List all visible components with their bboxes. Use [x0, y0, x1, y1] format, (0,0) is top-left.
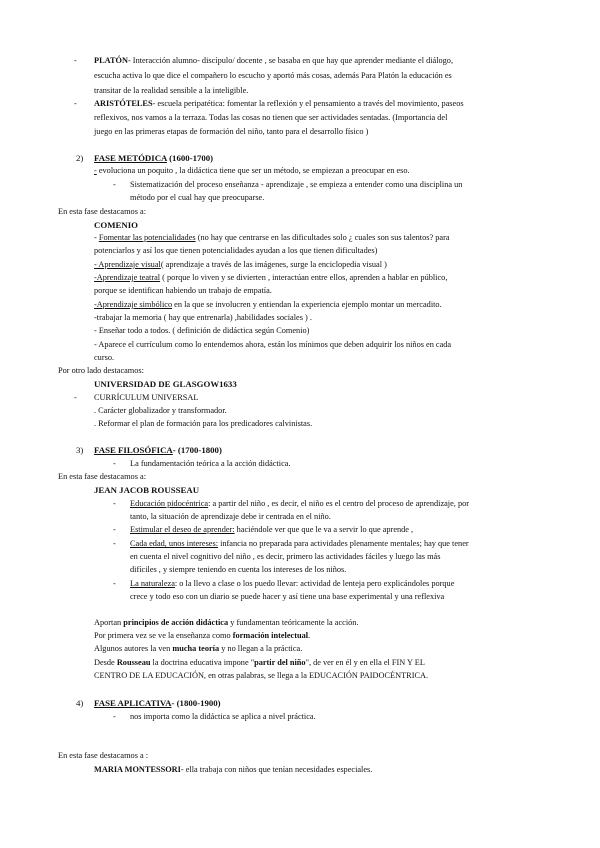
author-name-montessori: MARIA MONTESSORI: [94, 765, 181, 774]
fase-intro: En esta fase destacamos a :: [58, 751, 149, 760]
metodica-text: evoluciona un poquito , la didáctica tiene que ser un método, se empiezan a preocupar en eso.: [96, 166, 410, 175]
platon-text: - Interacción alumno- discípulo/ docente , se basaba en que hay que aprender mediante el diálogo,: [127, 56, 454, 65]
section-heading-fase-aplicativa: [94, 697, 221, 709]
filosofica-para-2: Por primera vez se ve la enseñanza como formación intelectual.: [94, 631, 311, 640]
underlined-term: - Aprendizaje visual: [94, 260, 161, 269]
metodica-bullet-line-1: Sistematización del proceso enseñanza - aprendizaje , se empieza a entender como una disciplina un: [130, 180, 463, 189]
bullet-dash: -: [113, 539, 116, 548]
rousseau-item-1-line-2: tanto, la situación de aprendizaje debe ir centrada en el niño.: [130, 512, 331, 521]
comenio-item-3-line-2: porque se identifican habiendo un trabajo de empatía.: [94, 286, 272, 295]
dash: -: [94, 166, 97, 175]
comenio-item-5: -trabajar la memoria ( hay que entrenarla) ,habilidades sociales ) .: [94, 313, 312, 322]
author-heading-comenio: COMENIO: [94, 220, 138, 230]
glasgow-item-1: CURRÍCULUM UNIVERSAL: [94, 393, 199, 402]
platon-paragraph-line-3: transitar de la realidad sensible a la inteligible.: [94, 86, 249, 95]
filosofica-para-3: Algunos autores la ven mucha teoría y no llegan a la práctica.: [94, 644, 303, 653]
bold-term: Rousseau: [116, 658, 151, 667]
rousseau-item-1-line-1: Educación pidocéntrica: a partir del niño , es decir, el niño es el centro del proceso de aprendizaje, por: [130, 499, 470, 508]
fase-intro: En esta fase destacamos a:: [58, 472, 147, 481]
aristoteles-paragraph-line-1: [94, 98, 464, 110]
bullet-dash: -: [74, 393, 77, 402]
bold-term: principios de acción didáctica: [123, 618, 229, 627]
bullet-dash: -: [113, 180, 116, 189]
bold-term: formación intelectual: [232, 631, 309, 640]
rousseau-item-4-line-2: crece y todo eso con un diario se puede hacer y así tiene una base experimental y una reflexiva: [130, 592, 445, 601]
section-number: 2): [76, 153, 84, 163]
section-title: FASE METÓDICA: [94, 153, 167, 163]
aplicativa-bullet-1: nos importa como la didáctica se aplica a nivel práctica.: [130, 712, 316, 721]
underlined-term: -Aprendizaje teatral: [94, 273, 161, 282]
filosofica-para-1: Aportan principios de acción didáctica y fundamentan teóricamente la acción.: [94, 618, 359, 627]
section-heading-fase-metodica: [94, 152, 213, 164]
glasgow-item-2: . Carácter globalizador y transformador.: [94, 406, 227, 415]
aristoteles-paragraph-line-2: reflexivos, nos vamos a la terraza. Todas las cosas no tienen que ser actividades sentadas. (Importancia del: [94, 113, 448, 122]
author-heading-rousseau: JEAN JACOB ROUSSEAU: [94, 485, 200, 495]
metodica-line-1: [94, 165, 410, 177]
platon-paragraph-line-2: escucha activa lo que dice el compañero lo escucho y aportó más cosas, además Para Platón la educación es: [94, 71, 452, 80]
filosofica-bullet-1: La fundamentación teórica a la acción didáctica.: [130, 459, 291, 468]
montessori-line: MARIA MONTESSORI- ella trabaja con niños que tenían necesidades especiales.: [94, 765, 373, 774]
author-heading-glasgow: UNIVERSIDAD DE GLASGOW1633: [94, 379, 237, 389]
comenio-item-7-line-2: curso.: [94, 353, 115, 362]
comenio-item-6: - Enseñar todo a todos. ( definición de didáctica según Comenio): [94, 326, 310, 335]
underlined-term: Fomentar las potencialidades: [98, 233, 196, 242]
comenio-item-4: -Aprendizaje simbólico en la que se involucren y entiendan la experiencia ejemplo montar un mercadito.: [94, 300, 442, 309]
section-title: FASE FILOSÓFICA: [94, 445, 173, 455]
bullet-dash: -: [113, 579, 116, 588]
fase-intro: En esta fase destacamos a:: [58, 207, 147, 216]
section-heading-fase-filosofica: [94, 444, 222, 456]
underlined-term: Educación pidocéntrica: [130, 499, 209, 508]
comenio-item-1-line-1: - Fomentar las potencialidades (no hay que centrarse en las dificultades solo ¿ cuales son sus talentos? para: [94, 233, 450, 242]
aristoteles-text: - escuela peripatética: fomentar la reflexión y el pensamiento a través del movimiento, paseos: [152, 99, 464, 108]
rousseau-item-2: Estimular el deseo de aprender: haciéndole ver que que le va a servir lo que aprende ,: [130, 525, 414, 534]
aristoteles-name: ARISTÓTELES: [94, 99, 153, 108]
bullet-dash: -: [113, 459, 116, 468]
otro-lado-intro: Por otro lado destacamos:: [58, 366, 144, 375]
underlined-term: Cada edad, unos intereses:: [130, 539, 219, 548]
comenio-item-7-line-1: - Aparece el currículum como lo entendemos ahora, están los mínimos que deben adquirir los niños en cada: [94, 340, 452, 349]
bullet-dash: -: [74, 99, 77, 108]
rousseau-item-3-line-3: difíciles , y siempre teniendo en cuenta los intereses de los niños.: [130, 565, 347, 574]
aristoteles-paragraph-line-3: juego en las primeras etapas de formación del niño, tanto para el desarrollo físico ): [94, 127, 369, 136]
filosofica-para-4-line-1: Desde Rousseau la doctrina educativa impone "partir del niño", de ver en él y en ella el FIN Y EL: [94, 658, 425, 667]
filosofica-para-4-line-2: CENTRO DE LA EDUCACIÓN, en otras palabras, se llega a la EDUCACIÓN PAIDOCÉNTRICA.: [94, 671, 429, 680]
section-number: 3): [76, 445, 84, 455]
bullet-dash: -: [113, 499, 116, 508]
rousseau-item-3-line-2: en cuenta el nivel cognitivo del niño , es decir, primero las actividades fáciles y luego las más: [130, 552, 441, 561]
comenio-item-3-line-1: -Aprendizaje teatral ( porque lo viven y se divierten , interactúan entre ellos, aprenden a hablar en público,: [94, 273, 448, 282]
rousseau-item-3-line-1: Cada edad, unos intereses: infancia no preparada para actividades plenamente mentales; hay que tener: [130, 539, 469, 548]
metodica-bullet-line-2: método por el cual hay que preocuparse.: [130, 193, 265, 202]
bullet-dash: -: [113, 712, 116, 721]
underlined-term: Estimular el deseo de aprender:: [130, 525, 235, 534]
underlined-term: -Aprendizaje simbólico: [94, 300, 173, 309]
comenio-item-1-line-2: potenciarlos y así los que tienen potencialidades ayudan a los que tienen dificultades): [94, 246, 378, 255]
section-dates: (1600-1700): [169, 153, 214, 163]
section-number: 4): [76, 698, 84, 708]
rousseau-item-4-line-1: La naturaleza: o la llevo a clase o los puedo llevar: actividad de lenteja pero explicándoles porque: [130, 579, 455, 588]
section-dates: - (1700-1800): [172, 445, 222, 455]
underlined-term: La naturaleza: [130, 579, 175, 588]
platon-name: PLATÓN: [94, 56, 128, 65]
glasgow-item-3: . Reformar el plan de formación para los predicadores calvinistas.: [94, 419, 313, 428]
comenio-item-2: - Aprendizaje visual( aprendizaje a través de las imágenes, surge la enciclopedia visual ): [94, 260, 387, 269]
bullet-dash: -: [74, 56, 77, 65]
bold-term: mucha teoría: [172, 644, 220, 653]
platon-paragraph-line-1: [94, 55, 453, 67]
section-dates: - (1800-1900): [171, 698, 221, 708]
bullet-dash: -: [113, 525, 116, 534]
bold-term: partir del niño: [254, 658, 306, 667]
section-title: FASE APLICATIVA: [94, 698, 172, 708]
